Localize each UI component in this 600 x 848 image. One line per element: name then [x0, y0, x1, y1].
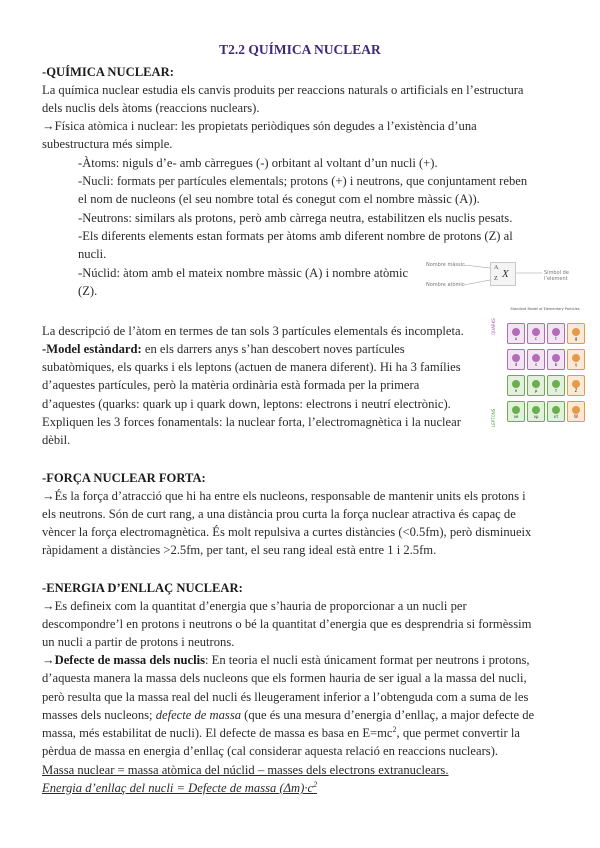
paragraph-line: dels nuclis dels àtoms (reaccions nuclears).: [42, 101, 260, 115]
standard-model-figure: [493, 307, 589, 437]
particle-cell: [567, 349, 585, 370]
paragraph-line: →Física atòmica i nuclear: les propietats periòdiques són degudes a l’existència d’una: [42, 119, 477, 133]
bullet-nucli: -Nucli: formats per partícules elementals; protons (+) i neutrons, que conjuntament reben: [78, 174, 528, 188]
particle-cell: [507, 349, 525, 370]
particle-symbol: t: [555, 336, 557, 341]
bullet-nuclid-cont: (Z).: [78, 284, 98, 298]
leptons-label: LEPTONS: [491, 408, 496, 427]
paragraph-line: →Es defineix com la quantitat d’energia que s’hauria de proporcionar a un nucli per: [42, 599, 467, 613]
paragraph-line: d’aquestes partícules, però la matèria ordinària està formada per la primera: [42, 378, 420, 392]
paragraph-line: →És la força d’atracció que hi ha entre els nucleons, responsable de mantenir units els protons i: [42, 489, 526, 503]
paragraph-line: pèrdua de massa en energia d’enllaç (cal considerar aquesta relació en reaccions nuclears).: [42, 744, 499, 758]
paragraph-line: La química nuclear estudia els canvis produits per reaccions naturals o artificials en l’estructura: [42, 83, 524, 97]
particle-symbol: b: [554, 362, 558, 367]
particle-symbol: W: [574, 414, 578, 419]
nuclide-notation-figure: [424, 258, 588, 290]
paragraph-line: d’aquesta manera la massa dels nucleons que els formen hauria de ser igual a la massa del nucli,: [42, 671, 527, 685]
paragraph-line: →Defecte de massa dels nuclis: En teoria el nucli està únicament format per neutrons i protons,: [42, 653, 530, 667]
paragraph-line: massa, més estabilitat de nucli). El defecte de massa es basa en $E=mc^2$, que permet convertir la: [42, 724, 520, 740]
particle-cell: [527, 375, 545, 396]
paragraph-line: -Model estàndard: en els darrers anys s’han descobert noves partícules: [42, 342, 405, 356]
formula-massa-nuclear: Massa nuclear = massa atòmica del núclid – masses dels electrons extranuclears.: [42, 763, 449, 777]
paragraph-line: Expliquen les 3 forces fonamentals: la nuclear forta, l’electromagnètica i la nuclear: [42, 415, 461, 429]
page-title: T2.2 QUÍMICA NUCLEAR: [219, 42, 381, 57]
label-element-symbol: Símbol de l’element: [544, 270, 569, 282]
particle-symbol: s: [534, 362, 538, 367]
particle-cell: [567, 375, 585, 396]
arrow-icon: →: [42, 489, 55, 503]
label-mass-number: Nombre màssic: [426, 262, 465, 268]
bullet-nucli-cont: el nom de nucleons (el seu nombre total és conegut com el nombre màssic (A)).: [78, 192, 480, 206]
paragraph-line: masses dels nucleons; defecte de massa (que és una mesura d’energia d’enllaç, a major defecte de: [42, 708, 535, 722]
bullet-nuclid: -Núclid: àtom amb el mateix nombre màssic (A) i nombre atòmic: [78, 266, 409, 280]
paragraph-line: els neutrons. Són de curt rang, a una distància prou curta la força nuclear atractiva és capaç de: [42, 507, 516, 521]
paragraph-line: vèncer la força electromagnètica. És molt repulsiva a curtes distàncies (<0.5fm), però disminueix: [42, 525, 532, 539]
particle-symbol: u: [514, 336, 518, 341]
arrow-icon: →: [42, 653, 55, 667]
particle-cell: [527, 323, 545, 344]
paragraph-line: ràpidament a distàncies >2.5fm, per tant, el seu rang ideal està entre 1 i 2.5fm.: [42, 543, 437, 557]
defecte-massa-label: Defecte de massa dels nuclis: [54, 653, 205, 667]
particle-symbol: μ: [534, 388, 538, 393]
nuclide-symbol-box: A Z X: [490, 262, 516, 286]
particle-cell: [547, 401, 565, 422]
particle-cell: [567, 401, 585, 422]
particle-symbol: νμ: [533, 414, 539, 419]
particle-cell: [507, 375, 525, 396]
particle-cell: [527, 401, 545, 422]
arrow-icon: →: [42, 599, 55, 613]
paragraph-line: dèbil.: [42, 433, 71, 447]
standard-model-title: Standard Model of Elementary Particles: [510, 307, 580, 311]
particle-symbol: νe: [513, 414, 519, 419]
particle-symbol: ντ: [553, 414, 559, 419]
bullet-elements: -Els diferents elements estan formats per àtoms amb diferent nombre de protons (Z) al: [78, 229, 513, 243]
particle-cell: [547, 323, 565, 344]
bullet-elements-cont: nucli.: [78, 247, 107, 261]
particle-symbol: g: [574, 336, 578, 341]
formula-energia-enllac: Energia d’enllaç del nucli = Defecte de massa $(\Delta m)\cdot c^2$: [42, 779, 318, 795]
particle-symbol: e: [514, 388, 518, 393]
section-heading-quimica-nuclear: -QUÍMICA NUCLEAR:: [42, 65, 174, 79]
bullet-neutrons: -Neutrons: similars als protons, però amb càrrega neutra, estabilitzen els nuclis pesats.: [78, 211, 513, 225]
particle-cell: [547, 349, 565, 370]
label-atomic-number: Nombre atòmic: [426, 282, 465, 288]
particle-cell: [527, 349, 545, 370]
paragraph-line: subatòmiques, els quarks i els leptons (actuen de manera diferent). Hi ha 3 famílies: [42, 360, 461, 374]
particle-cell: [547, 375, 565, 396]
particle-symbol: Z: [574, 388, 578, 393]
paragraph-line: descompondre’l en protons i neutrons o bé la quantitat d’energia que es desprendria si formèssim: [42, 617, 532, 631]
paragraph-line: un nucli a partir de protons i neutrons.: [42, 635, 235, 649]
quarks-label: QUARKS: [491, 318, 496, 335]
bullet-atoms: -Àtoms: niguls d’e- amb càrregues (-) orbitant al voltant d’un nucli (+).: [78, 156, 438, 170]
particle-cell: [507, 323, 525, 344]
particle-symbol: γ: [574, 362, 578, 367]
particle-cell: [567, 323, 585, 344]
model-estandard-label: -Model estàndard:: [42, 342, 142, 356]
paragraph-line: d’aquestes (quarks: quark up i quark down, leptons: electrons i neutrí electrònic).: [42, 397, 451, 411]
paragraph-line: subestructura més simple.: [42, 137, 173, 151]
section-heading-energia-enllac: -ENERGIA D’ENLLAÇ NUCLEAR:: [42, 581, 243, 595]
section-heading-forca-nuclear: -FORÇA NUCLEAR FORTA:: [42, 471, 206, 485]
paragraph-line: La descripció de l’àtom en termes de tan sols 3 partícules elementals és incompleta.: [42, 324, 464, 338]
arrow-icon: →: [42, 119, 55, 133]
particle-symbol: d: [514, 362, 518, 367]
particle-symbol: c: [534, 336, 538, 341]
particle-symbol: τ: [554, 388, 558, 393]
particle-cell: [507, 401, 525, 422]
paragraph-line: però resulta que la massa real del nucli és lleugerament inferior a l’obtenguda com a suma de les: [42, 690, 529, 704]
